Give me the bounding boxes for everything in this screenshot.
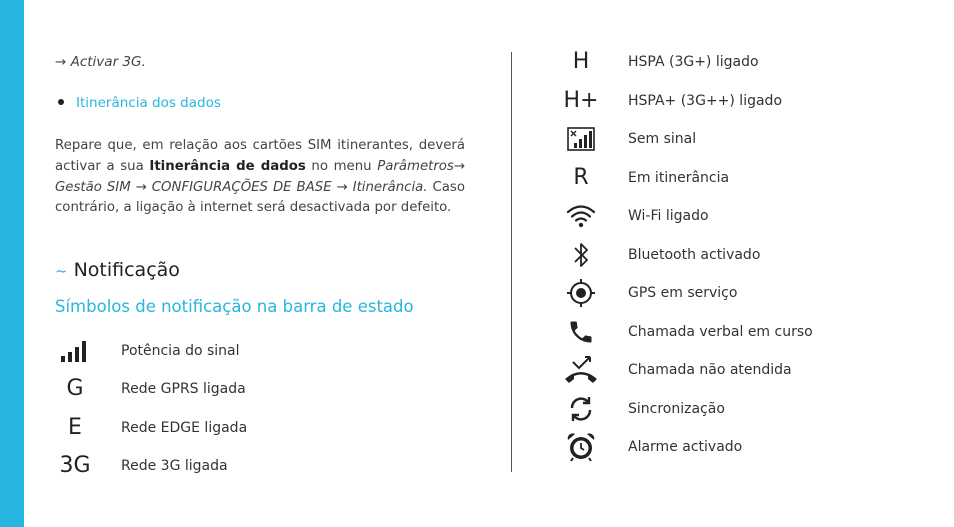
missed-call-icon <box>561 355 601 385</box>
hspa-plus-glyph: H+ <box>563 88 599 113</box>
hspa-icon <box>561 47 601 77</box>
symbol-label: Bluetooth activado <box>628 247 761 263</box>
symbol-label: Sem sinal <box>628 131 697 147</box>
symbol-label: HSPA (3G+) ligado <box>628 54 759 70</box>
3g-glyph: 3G <box>59 453 91 478</box>
symbol-label: Potência do sinal <box>121 343 240 359</box>
symbol-label: Chamada não atendida <box>628 362 792 378</box>
menu-path-4: Itinerância. <box>352 179 428 195</box>
gps-icon <box>561 278 601 308</box>
bluetooth-icon <box>561 240 601 270</box>
heading-text: Notificação <box>73 259 180 281</box>
section-subheading: Símbolos de notificação na barra de estado <box>55 297 414 316</box>
bullet-text: Itinerância dos dados <box>76 95 221 111</box>
wifi-icon <box>561 201 601 231</box>
menu-path-1: Parâmetros <box>377 158 454 174</box>
edge-icon <box>55 413 95 443</box>
bullet-dot-icon <box>58 99 64 105</box>
symbol-label: GPS em serviço <box>628 285 738 301</box>
phone-call-icon <box>561 317 601 347</box>
no-signal-icon <box>561 124 601 154</box>
symbol-label: Rede 3G ligada <box>121 458 228 474</box>
para-text-2: no menu <box>305 158 378 174</box>
symbol-label: HSPA+ (3G++) ligado <box>628 93 783 109</box>
symbol-label: Chamada verbal em curso <box>628 324 813 340</box>
symbol-label: Sincronização <box>628 401 725 417</box>
sync-icon <box>561 394 601 424</box>
gprs-glyph: G <box>66 376 84 401</box>
symbol-label: Em itinerância <box>628 170 730 186</box>
roaming-paragraph <box>55 136 465 219</box>
menu-path-3: CONFIGURAÇÕES DE BASE <box>151 179 332 195</box>
step-text: Activar 3G. <box>70 54 146 70</box>
para-text-1: Repare que, em relação aos cartões SIM itinerantes, deverá activar a sua <box>55 138 465 174</box>
symbol-label: Wi-Fi ligado <box>628 208 709 224</box>
section-heading <box>55 259 180 281</box>
heading-tilde: ~ <box>55 262 68 280</box>
column-divider <box>511 52 512 472</box>
symbol-label: Alarme activado <box>628 439 743 455</box>
symbol-label: Rede EDGE ligada <box>121 420 248 436</box>
hspa-glyph: H <box>572 49 590 74</box>
gprs-icon <box>55 374 95 404</box>
menu-path-2: Gestão SIM <box>55 179 131 195</box>
edge-glyph: E <box>68 415 82 440</box>
side-accent-bar <box>0 0 24 527</box>
para-text-3: Caso contrário, a ligação à internet será desactivada por defeito. <box>55 179 465 216</box>
3g-icon <box>55 451 95 481</box>
step-activate-3g <box>55 54 146 70</box>
signal-strength-icon <box>55 336 95 366</box>
roaming-glyph: R <box>573 165 589 190</box>
alarm-icon <box>561 432 601 462</box>
roaming-icon <box>561 163 601 193</box>
path-arrow-2: → <box>135 179 147 195</box>
path-arrow-3: → <box>336 179 348 195</box>
arrow-glyph: → <box>55 54 67 70</box>
path-arrow-1: → <box>453 158 466 174</box>
bullet-item-roaming <box>55 95 221 111</box>
symbol-label: Rede GPRS ligada <box>121 381 246 397</box>
para-bold-term: Itinerância de dados <box>149 158 306 174</box>
hspa-plus-icon <box>561 86 601 116</box>
